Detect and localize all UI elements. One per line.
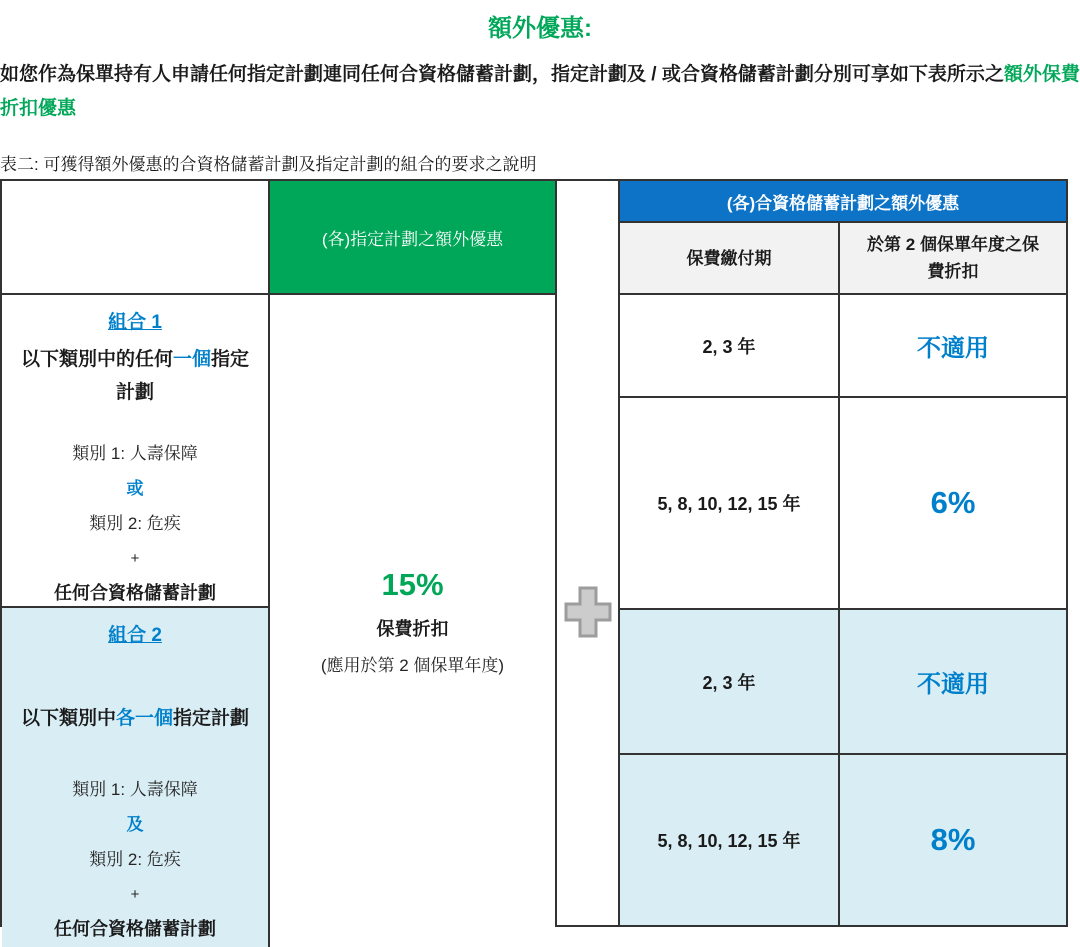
combo-2-cell xyxy=(2,608,270,947)
combo-2-savings-plan: 任何合資格儲蓄計劃 xyxy=(54,919,216,939)
combo-1-cell xyxy=(2,295,270,608)
table-connector-column xyxy=(557,181,618,925)
combo-2-category-2: 類別 2: 危疾 xyxy=(89,850,181,869)
designated-plans-header xyxy=(270,181,555,295)
page-title: 額外優惠: xyxy=(488,15,592,42)
combo-2-plus-sign: + xyxy=(130,886,140,903)
intro-paragraph xyxy=(0,58,1080,126)
table-row-2-period: 5, 8, 10, 12, 15 年 xyxy=(620,398,840,610)
intro-text: 如您作為保單持有人申請任何指定計劃連同任何合資格儲蓄計劃，指定計劃及 / 或合資格儲蓄計劃分別可享如下表所示之 xyxy=(0,64,1004,85)
table-row-1-period: 2, 3 年 xyxy=(620,295,840,398)
combo-1-desc-suffix: 指定計劃 xyxy=(115,349,250,403)
table-row-3-discount: 不適用 xyxy=(840,610,1066,755)
combo-1-or-connector: 或 xyxy=(126,479,144,498)
designated-discount-note: (應用於第 2 個保單年度) xyxy=(320,655,505,675)
combo-2-category-1: 類別 1: 人壽保障 xyxy=(72,780,198,799)
combo-2-desc-highlight: 各一個 xyxy=(115,708,173,729)
designated-discount-value: 15% xyxy=(381,566,444,602)
designated-plans-table xyxy=(0,181,557,939)
savings-plans-header xyxy=(620,181,1066,223)
combo-1-category-1: 類別 1: 人壽保障 xyxy=(72,444,198,463)
table-row-2-discount: 6% xyxy=(840,398,1066,610)
designated-plans-header-label: (各)指定計劃之額外優惠 xyxy=(321,229,504,249)
combo-2-title: 組合 2 xyxy=(108,625,162,646)
table-caption: 表二: 可獲得額外優惠的合資格儲蓄計劃及指定計劃的組合的要求之說明 xyxy=(0,155,537,174)
table-row-3-period: 2, 3 年 xyxy=(620,610,840,755)
table-row-1-discount: 不適用 xyxy=(840,295,1066,398)
combo-2-desc-suffix: 指定計劃 xyxy=(173,708,250,729)
column-header-discount-label: 於第 2 個保單年度之保費折扣 xyxy=(867,235,1039,281)
column-header-discount xyxy=(840,223,1066,295)
combo-2-description xyxy=(21,702,249,735)
intro-highlight: 額外保費折扣優惠 xyxy=(0,64,1080,119)
combo-2-desc-prefix: 以下類別中 xyxy=(20,708,116,729)
plus-icon xyxy=(564,586,612,638)
combo-1-description xyxy=(19,343,251,409)
empty-corner-cell xyxy=(2,181,270,295)
column-header-premium-period xyxy=(620,223,840,295)
savings-plans-table xyxy=(618,181,1068,925)
benefits-table xyxy=(0,179,1068,939)
combo-2-and-connector: 及 xyxy=(126,815,144,834)
combo-1-category-2: 類別 2: 危疾 xyxy=(89,514,181,533)
designated-plan-discount-cell xyxy=(270,295,555,947)
combo-1-savings-plan: 任何合資格儲蓄計劃 xyxy=(54,583,216,603)
combo-1-plus-sign: + xyxy=(130,550,140,567)
combo-1-desc-prefix: 以下類別中的任何 xyxy=(20,349,173,370)
table-row-4-period: 5, 8, 10, 12, 15 年 xyxy=(620,755,840,925)
column-header-premium-period-label: 保費繳付期 xyxy=(686,248,772,268)
savings-plans-header-label: (各)合資格儲蓄計劃之額外優惠 xyxy=(726,193,960,213)
table-row-4-discount: 8% xyxy=(840,755,1066,925)
combo-1-desc-highlight: 一個 xyxy=(172,349,211,370)
designated-discount-label: 保費折扣 xyxy=(376,618,449,639)
combo-1-title: 組合 1 xyxy=(108,312,162,333)
